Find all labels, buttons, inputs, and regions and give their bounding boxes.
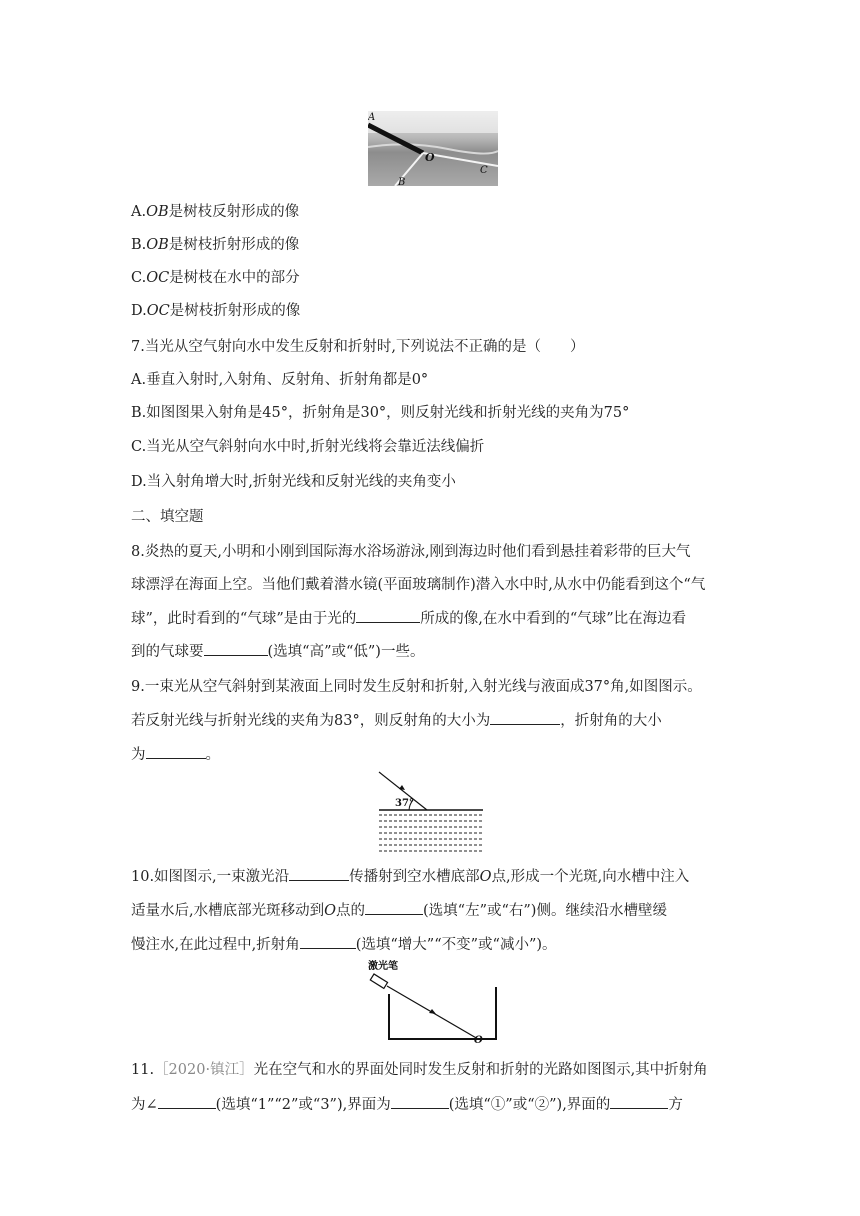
q8-line-1: 8.炎热的夏天,小明和小刚到国际海水浴场游泳,刚到海边时他们看到悬挂着彩带的巨大气 [131, 544, 691, 560]
answer-blank[interactable] [300, 934, 356, 949]
answer-blank[interactable] [146, 744, 206, 759]
q10-line-3 [131, 934, 557, 955]
text: 方 [668, 1097, 683, 1113]
segment-name: OC [146, 303, 170, 319]
q11-line-1 [131, 1060, 708, 1080]
option-text: 是树枝折射形成的像 [168, 237, 300, 253]
answer-blank[interactable] [610, 1094, 668, 1109]
option-letter: B. [131, 237, 147, 253]
point-o: O [479, 869, 492, 885]
q9-line-2 [131, 710, 662, 731]
label-O: O [425, 151, 435, 164]
q6-option-c [131, 268, 300, 288]
answer-blank[interactable] [365, 900, 423, 915]
text: (选填“①”或“②”),界面的 [448, 1097, 611, 1113]
answer-blank[interactable] [356, 608, 420, 623]
text: 所成的像,在水中看到的“气球”比在海边看 [420, 611, 687, 627]
option-text: 是树枝在水中的部分 [169, 270, 300, 286]
q6-option-b [131, 235, 299, 255]
text: 点,形成一个光斑,向水槽中注入 [491, 869, 690, 885]
figure-laser-tank [362, 957, 502, 1043]
q11-line-2 [131, 1094, 683, 1115]
text: 为∠ [131, 1097, 158, 1113]
option-letter: D. [131, 303, 147, 319]
text: 慢注水,在此过程中,折射角 [131, 937, 300, 953]
q10-line-2 [131, 900, 667, 921]
q8-line-2: 球漂浮在海面上空。当他们戴着潜水镜(平面玻璃制作)潜入水中时,从水中仍能看到这个“气 [131, 577, 706, 593]
q10-line-1 [131, 866, 689, 887]
text: 若反射光线与折射光线的夹角为83°，则反射角的大小为 [131, 713, 491, 729]
angle-label: 37° [395, 798, 414, 809]
segment-name: OC [146, 270, 170, 286]
q7-option-c: C.当光从空气斜射向水中时,折射光线将会靠近法线偏折 [131, 439, 485, 455]
text: 点的 [336, 903, 365, 919]
answer-blank[interactable] [289, 866, 349, 881]
q7-option-b: B.如图图果入射角是45°，折射角是30°，则反射光线和折射光线的夹角为75° [131, 405, 630, 421]
text: (选填“增大”“不变”或“减小”)。 [355, 937, 557, 953]
text: 到的气球要 [131, 644, 204, 660]
text: 11. [131, 1062, 155, 1078]
segment-name: OB [146, 237, 169, 253]
text: (选填“高”或“低”)一些。 [267, 644, 425, 660]
text: 球”，此时看到的“气球”是由于光的 [131, 611, 357, 627]
answer-blank[interactable] [158, 1094, 216, 1109]
q7-option-a: A.垂直入射时,入射角、反射角、折射角都是0° [131, 372, 429, 388]
answer-blank[interactable] [391, 1094, 449, 1109]
point-o: O [324, 903, 336, 919]
q6-option-d [131, 301, 300, 321]
text: (选填“1”“2”或“3”),界面为 [215, 1097, 391, 1113]
figure-branch-in-water [368, 111, 498, 186]
q8-line-4 [131, 641, 424, 662]
q9-line-3 [131, 744, 220, 765]
q8-line-3 [131, 608, 686, 629]
q6-option-a [131, 202, 299, 222]
source-tag: ［2020·镇江］ [154, 1062, 254, 1078]
option-text: 是树枝折射形成的像 [169, 303, 301, 319]
point-o-label: O [474, 1035, 483, 1043]
segment-name: OB [146, 204, 169, 220]
figure-liquid-surface [375, 770, 485, 855]
text: 10.如图图示,一束激光沿 [131, 869, 290, 885]
label-B: B [398, 177, 406, 186]
q7-stem: 7.当光从空气射向水中发生反射和折射时,下列说法不正确的是（ ） [131, 339, 585, 355]
option-letter: C. [131, 270, 147, 286]
label-A: A [368, 112, 376, 123]
label-C: C [480, 165, 488, 176]
text: 光在空气和水的界面处同时发生反射和折射的光路如图图示,其中折射角 [253, 1062, 708, 1078]
text: 适量水后,水槽底部光斑移动到 [131, 903, 325, 919]
text: 。 [205, 747, 220, 763]
option-letter: A. [131, 204, 147, 220]
answer-blank[interactable] [490, 710, 560, 725]
text: (选填“左”或“右”)侧。继续沿水槽壁缓 [423, 903, 667, 919]
q7-option-d: D.当入射角增大时,折射光线和反射光线的夹角变小 [131, 474, 456, 490]
text: 传播射到空水槽底部 [349, 869, 480, 885]
q9-line-1: 9.一束光从空气斜射到某液面上同时发生反射和折射,入射光线与液面成37°角,如图图示。 [131, 679, 702, 695]
text: ，折射角的大小 [560, 713, 662, 729]
option-text: 是树枝反射形成的像 [168, 204, 300, 220]
section-heading: 二、填空题 [131, 509, 204, 525]
text: 为 [131, 747, 146, 763]
answer-blank[interactable] [204, 641, 268, 656]
laser-pen-label: 激光笔 [368, 961, 398, 972]
